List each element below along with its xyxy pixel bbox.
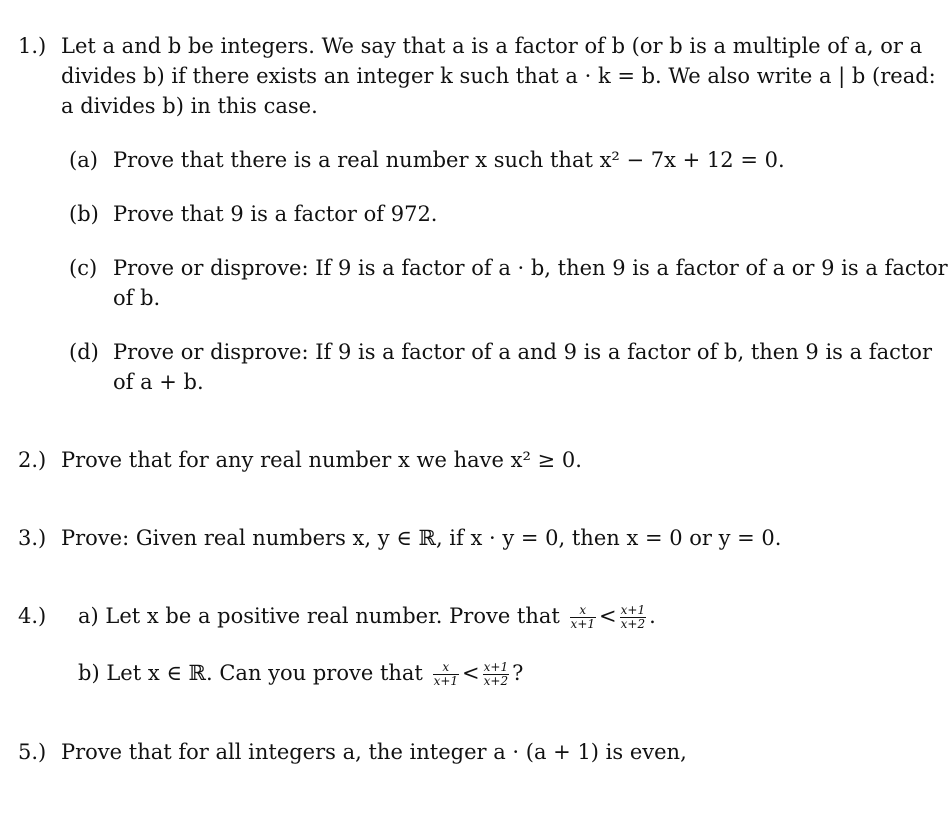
- problem-4b-label: b): [78, 661, 100, 685]
- problem-4-number: 4.): [18, 604, 47, 628]
- problem-4a-text: Let x be a positive real number. Prove that: [105, 604, 560, 628]
- problem-4a-fraction-right: [620, 604, 646, 631]
- fraction-numerator: x+1: [620, 603, 646, 617]
- problem-4a-end: .: [649, 604, 656, 628]
- problem-2-number: 2.): [18, 448, 47, 472]
- problem-4b-end: ?: [512, 661, 524, 685]
- problem-1d-label: (d): [69, 340, 99, 364]
- problem-1-intro-line-3: a divides b) in this case.: [61, 94, 318, 118]
- problem-1-intro-line-2: divides b) if there exists an integer k such that a · k = b. We also write a | b (read:: [61, 64, 936, 88]
- problem-4a-label: a): [78, 604, 99, 628]
- problem-1b-text: Prove that 9 is a factor of 972.: [113, 202, 438, 226]
- fraction-denominator: x+1: [433, 674, 459, 688]
- fraction-numerator: x+1: [483, 660, 509, 674]
- fraction-denominator: x+2: [620, 617, 646, 631]
- problem-1c-label: (c): [69, 256, 98, 280]
- problem-1c-line-2: of b.: [113, 286, 161, 310]
- problem-4b-fraction-right: [483, 661, 509, 688]
- problem-1a-label: (a): [69, 148, 98, 172]
- problem-1-number: 1.): [18, 34, 47, 58]
- fraction-denominator: x+2: [483, 674, 509, 688]
- problem-1-intro-line-1: Let a and b be integers. We say that a is a factor of b (or b is a multiple of a, or a: [61, 34, 923, 58]
- problem-2-text: Prove that for any real number x we have x² ≥ 0.: [61, 448, 582, 472]
- problem-4a-relation: <: [599, 604, 617, 628]
- problem-4b-relation: <: [462, 661, 480, 685]
- problem-1a-text: Prove that there is a real number x such that x² − 7x + 12 = 0.: [113, 148, 785, 172]
- problem-5-number: 5.): [18, 740, 47, 764]
- problem-3-number: 3.): [18, 526, 47, 550]
- problem-3-text: Prove: Given real numbers x, y ∈ ℝ, if x · y = 0, then x = 0 or y = 0.: [61, 526, 782, 550]
- problem-4a: [78, 601, 656, 631]
- fraction-numerator: x: [570, 604, 596, 618]
- problem-1b-label: (b): [69, 202, 99, 226]
- problem-5-text: Prove that for all integers a, the integer a · (a + 1) is even,: [61, 740, 687, 764]
- problem-4b-fraction-left: [433, 661, 459, 688]
- problem-1d-line-1: Prove or disprove: If 9 is a factor of a and 9 is a factor of b, then 9 is a factor: [113, 340, 932, 364]
- problem-4a-fraction-left: [570, 604, 596, 631]
- problem-4b-text: Let x ∈ ℝ. Can you prove that: [106, 661, 423, 685]
- problem-1c-line-1: Prove or disprove: If 9 is a factor of a · b, then 9 is a factor of a or 9 is a factor: [113, 256, 948, 280]
- problem-4b: [78, 658, 523, 688]
- problem-1d-line-2: of a + b.: [113, 370, 204, 394]
- fraction-denominator: x+1: [570, 617, 596, 631]
- fraction-numerator: x: [433, 661, 459, 675]
